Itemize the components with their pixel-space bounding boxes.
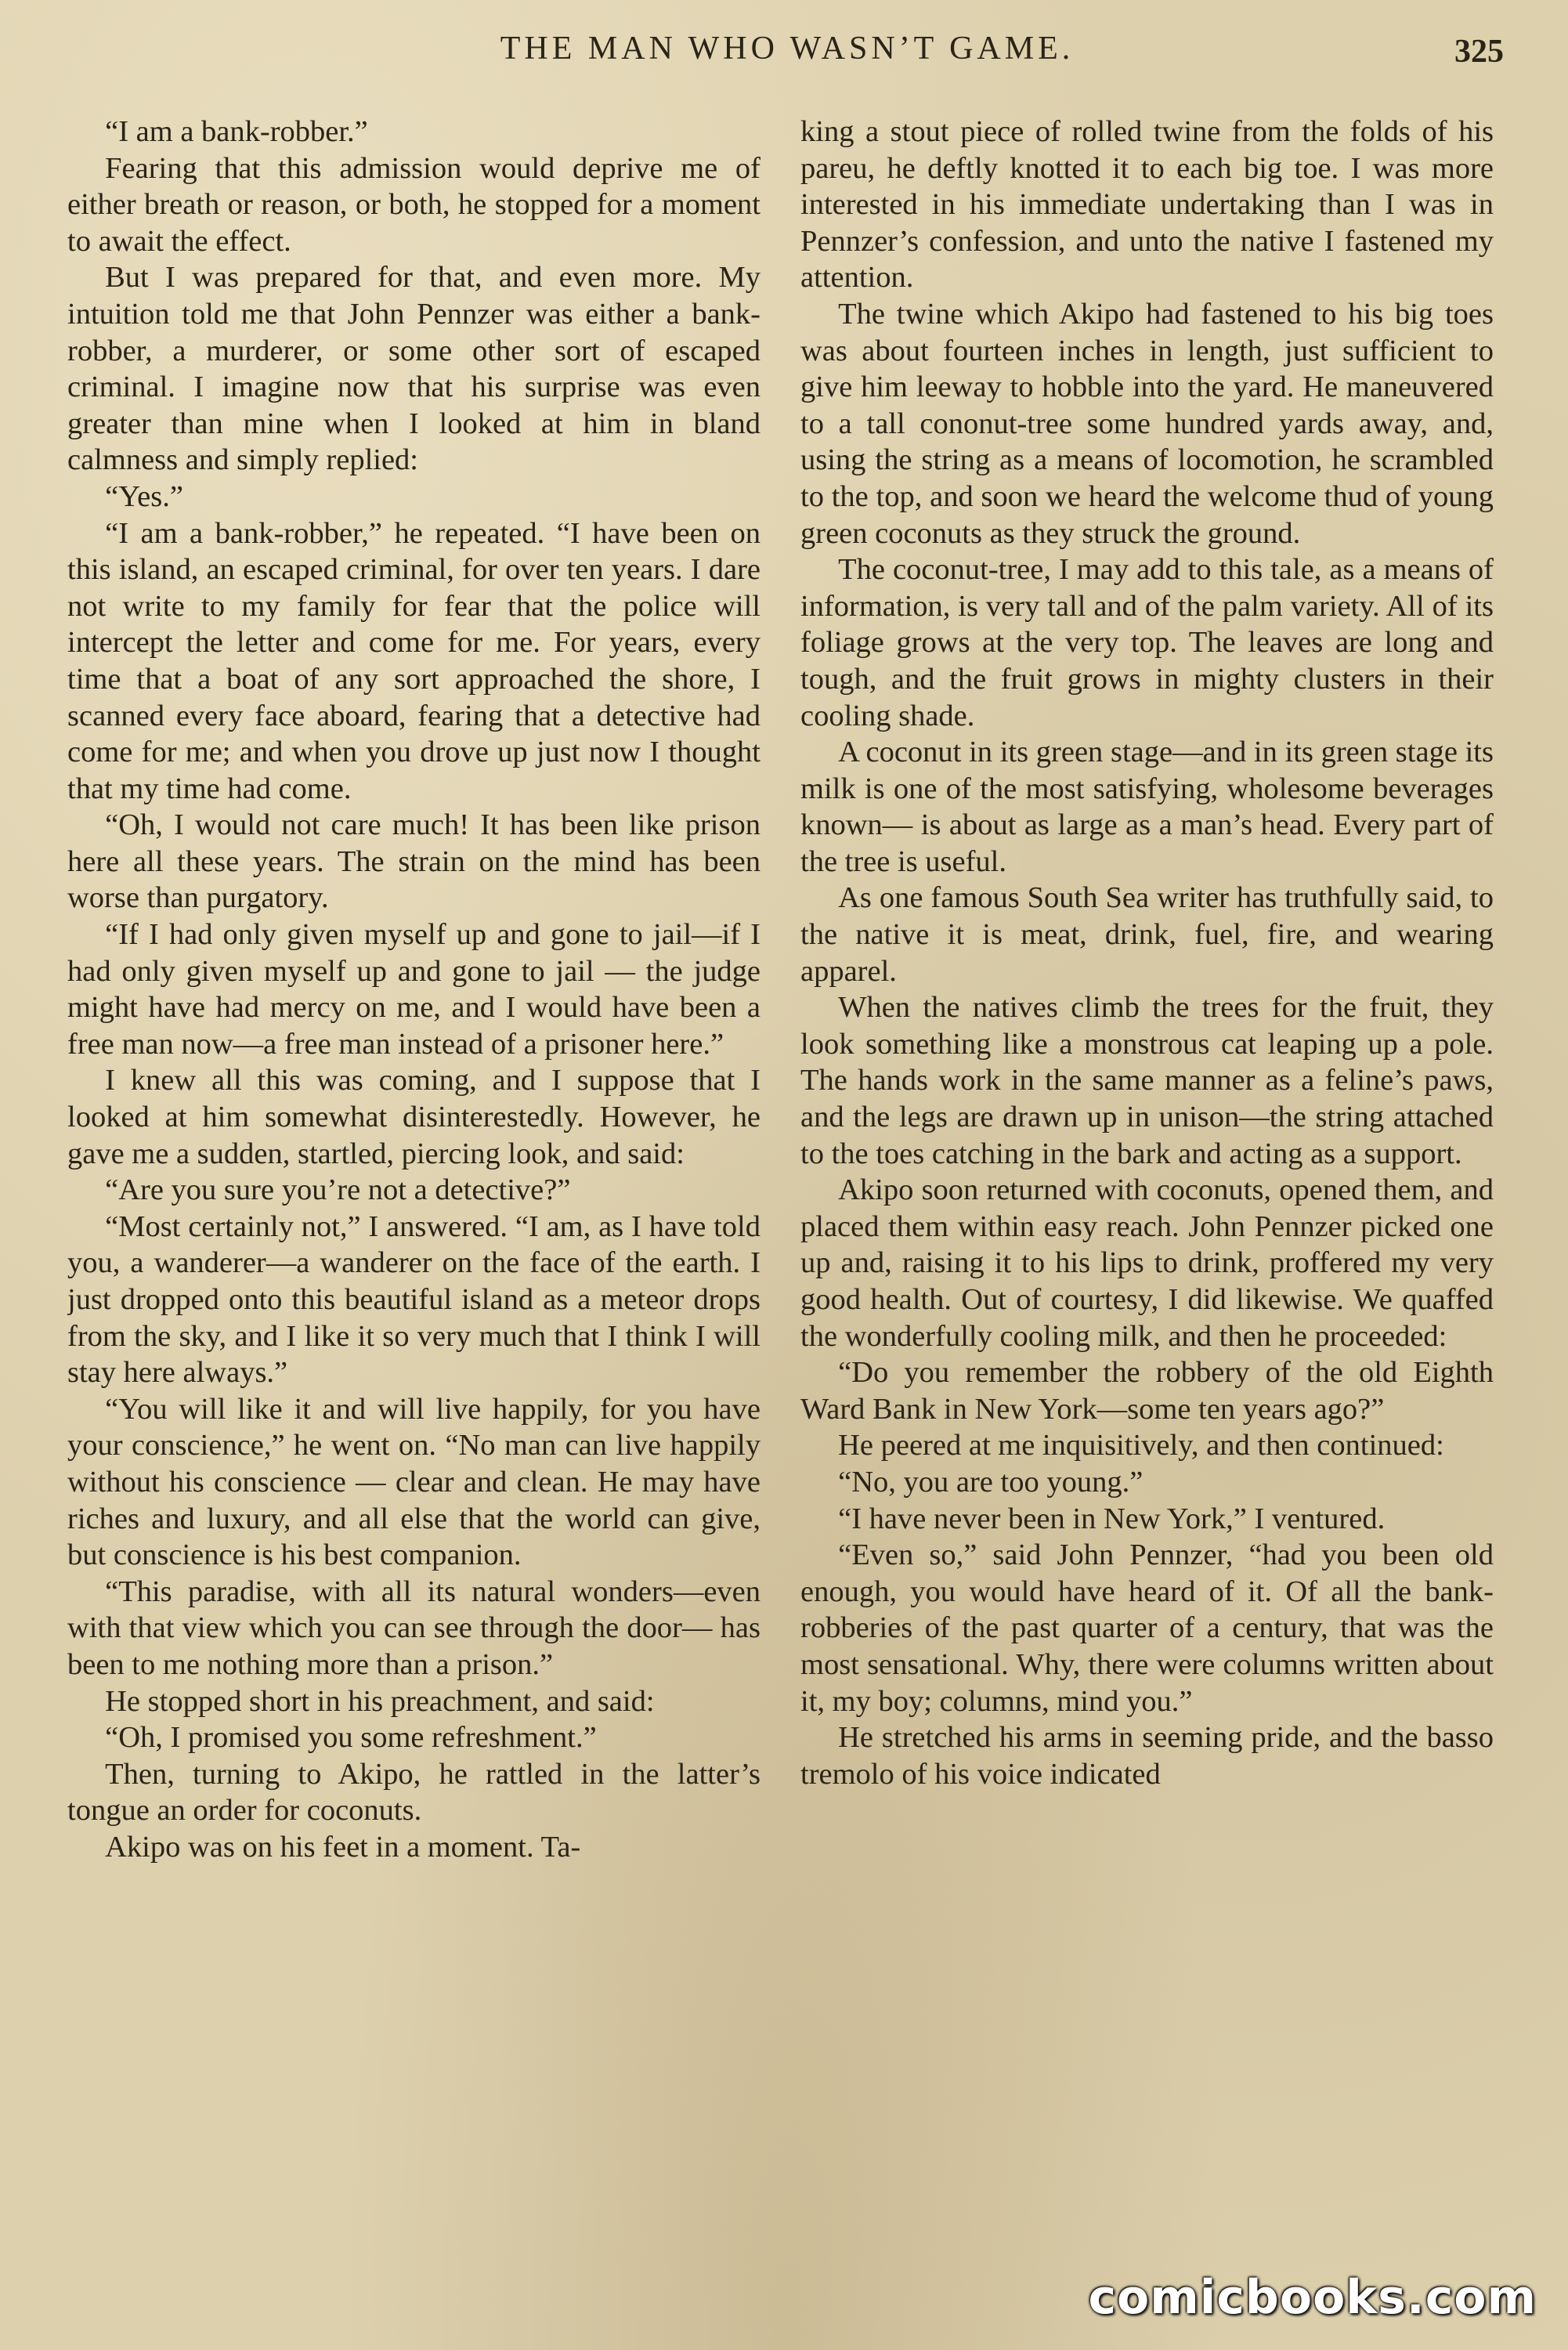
paragraph: The twine which Akipo had fastened to his big toes was about fourteen inches in length, just sufficient to give him leeway to hobble into the yard. He maneuvered to a tall cononut-tree some hundred yards away, and, using the string as a means of locomotion, he scrambled to the top, and soon we heard the welcome thud of young green coconuts as they struck the ground. <box>800 297 1494 550</box>
paragraph: “Oh, I would not care much! It has been like prison here all these years. The strain on the mind has been worse than purgatory. <box>67 808 761 915</box>
paragraph: He stretched his arms in seeming pride, and the basso tremolo of his voice indicated <box>800 1721 1494 1791</box>
paragraph: “I am a bank-robber,” he repeated. “I have been on this island, an escaped criminal, for over ten years. I dare not write to my family for fear that the police will intercept the letter and come for me. For years, every time that a boat of any sort approached the shore, I scanned every face aboard, fearing that a detective had come for me; and when you drove up just now I thought that my time had come. <box>67 516 761 805</box>
paragraph: “No, you are too young.” <box>838 1465 1143 1499</box>
paragraph: The coconut-tree, I may add to this tale, as a means of information, is very tall and of the palm variety. All of its foliage grows at the very top. The leaves are long and tough, and the fruit grows in mighty clusters in their cooling shade. <box>800 553 1494 732</box>
paragraph: “Do you remember the robbery of the old Eighth Ward Bank in New York—some ten years ago?” <box>800 1356 1494 1426</box>
paragraph: “This paradise, with all its natural wonders—even with that view which you can see through the door— has been to me nothing more than a prison.” <box>67 1574 761 1681</box>
paragraph: “If I had only given myself up and gone to jail—if I had only given myself up and gone to jail — the judge might have had mercy on me, and I would have been a free man now—a free man instead of a prisoner here.” <box>67 918 761 1061</box>
paragraph: “Oh, I promised you some refreshment.” <box>105 1721 597 1755</box>
left-text-column <box>67 114 761 2268</box>
site-watermark: comicbooks.com <box>1088 2270 1537 2325</box>
paragraph: “Are you sure you’re not a detective?” <box>105 1173 571 1207</box>
paragraph: king a stout piece of rolled twine from the folds of his pareu, he deftly knotted it to each big toe. I was more interested in his immediate undertaking than I was in Pennzer’s confession, and unto the native I fastened my attention. <box>800 115 1494 295</box>
paragraph: A coconut in its green stage—and in its green stage its milk is one of the most satisfying, wholesome beverages known— is about as large as a man’s head. Every part of the tree is useful. <box>800 736 1494 878</box>
paragraph: Then, turning to Akipo, he rattled in the latter’s tongue an order for coconuts. <box>67 1757 761 1828</box>
paragraph: “Most certainly not,” I answered. “I am, as I have told you, a wanderer—a wanderer on the face of the earth. I just dropped onto this beautiful island as a meteor drops from the sky, and I like it so very much that I think I will stay here always.” <box>67 1209 761 1390</box>
paragraph: He peered at me inquisitively, and then continued: <box>838 1429 1444 1462</box>
paragraph: “I have never been in New York,” I ventured. <box>838 1502 1386 1535</box>
running-title: THE MAN WHO WASN’T GAME. <box>500 31 1075 67</box>
paragraph: “Even so,” said John Pennzer, “had you been old enough, you would have heard of it. Of all the bank-robberies of the past quarter of a century, that was the most sensational. Why, there were columns written about it, my boy; columns, mind you.” <box>800 1538 1494 1718</box>
paragraph: When the natives climb the trees for the fruit, they look something like a monstrous cat leaping up a pole. The hands work in the same manner as a feline’s paws, and the legs are drawn up in unison—the string attached to the toes catching in the bark and acting as a support. <box>800 991 1494 1170</box>
paragraph: He stopped short in his preachment, and said: <box>105 1684 655 1718</box>
paragraph: “Yes.” <box>105 479 183 513</box>
paragraph: Akipo was on his feet in a moment. Ta- <box>105 1830 581 1864</box>
paragraph: Akipo soon returned with coconuts, opened them, and placed them within easy reach. John Pennzer picked one up and, raising it to his lips to drink, proffered my very good health. Out of courtesy, I did likewise. We quaffed the wonderfully cooling milk, and then he proceeded: <box>800 1173 1494 1353</box>
paragraph: “I am a bank-robber.” <box>105 115 368 148</box>
paragraph: Fearing that this admission would deprive me of either breath or reason, or both, he stopped for a moment to await the effect. <box>67 151 761 258</box>
paragraph: But I was prepared for that, and even more. My intuition told me that John Pennzer was either a bank-robber, a murderer, or some other sort of escaped criminal. I imagine now that his surprise was even greater than mine when I looked at him in bland calmness and simply replied: <box>67 261 761 477</box>
right-text-column <box>800 114 1494 2268</box>
paragraph: “You will like it and will live happily, for you have your conscience,” he went on. “No man can live happily without his conscience — clear and clean. He may have riches and luxury, and all else that the world can give, but conscience is his best companion. <box>67 1392 761 1572</box>
page-number: 325 <box>1454 34 1504 70</box>
paragraph: As one famous South Sea writer has truthfully said, to the native it is meat, drink, fuel, fire, and wearing apparel. <box>800 881 1494 988</box>
paragraph: I knew all this was coming, and I suppose that I looked at him somewhat disinterestedly. However, he gave me a sudden, startled, piercing look, and said: <box>67 1064 761 1170</box>
page-header <box>70 30 1504 85</box>
